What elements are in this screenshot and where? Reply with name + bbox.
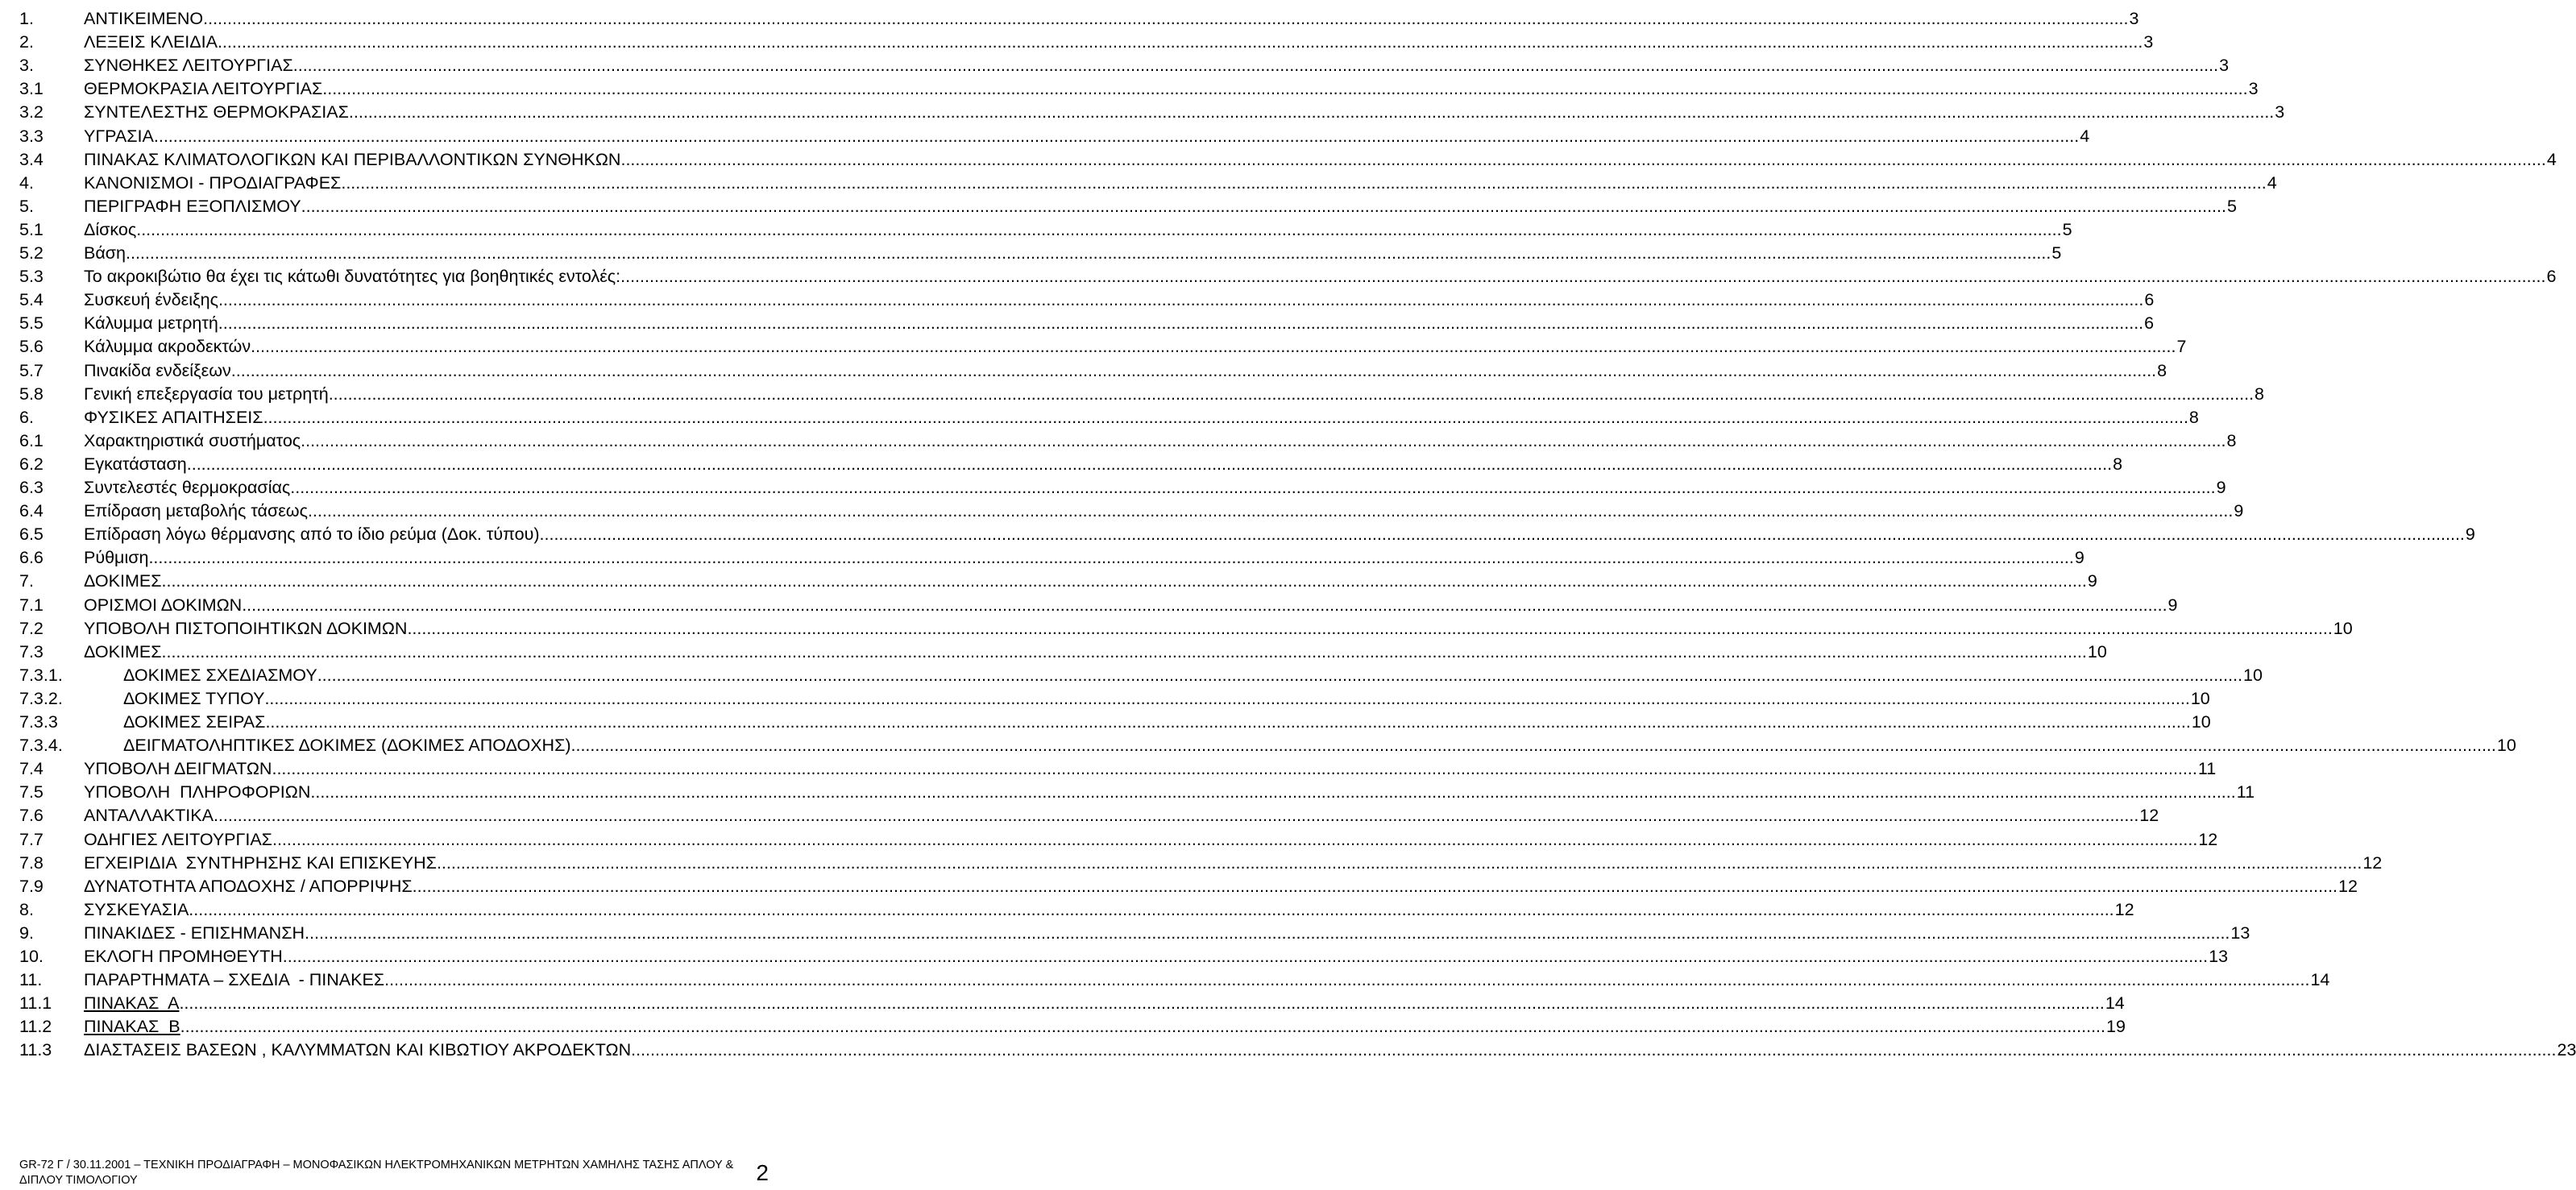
- toc-entry-number: 5.4: [19, 290, 44, 310]
- toc-dot-leader: ................................................................................................................................................................................................................................................................................................................................................................................................................: [348, 102, 2275, 122]
- toc-entry[interactable]: [0, 218, 2072, 242]
- toc-entry-title: ΕΚΛΟΓΗ ΠΡΟΜΗΘΕΥΤΗ: [84, 947, 283, 966]
- toc-entry-number: 6.3: [19, 478, 44, 497]
- toc-entry-title: ΟΔΗΓΙΕΣ ΛΕΙΤΟΥΡΓΙΑΣ: [84, 829, 272, 849]
- toc-entry[interactable]: [0, 711, 2211, 734]
- toc-dot-leader: ................................................................................................................................................................................................................................................................................................................................................................................................................: [161, 571, 2087, 591]
- toc-entry-page: 12: [2362, 852, 2383, 873]
- toc-dot-leader: ................................................................................................................................................................................................................................................................................................................................................................................................................: [161, 641, 2087, 661]
- toc-entry-number: 6.6: [19, 548, 44, 568]
- toc-entry-number: 5.2: [19, 243, 44, 263]
- toc-entry-title: Γενική επεξεργασία του μετρητή: [84, 384, 329, 404]
- toc-entry[interactable]: [0, 945, 2229, 968]
- toc-entry[interactable]: [0, 1039, 2576, 1062]
- toc-entry-title: ΛΕΞΕΙΣ ΚΛΕΙΔΙΑ: [84, 32, 218, 52]
- toc-dot-leader: ................................................................................................................................................................................................................................................................................................................................................................................................................: [412, 876, 2338, 896]
- toc-entry-number: 7.1: [19, 595, 44, 615]
- toc-entry[interactable]: [0, 195, 2237, 218]
- toc-entry[interactable]: [0, 852, 2383, 875]
- toc-entry-number: 7.9: [19, 876, 44, 896]
- toc-entry-page: 12: [2338, 876, 2358, 896]
- toc-entry[interactable]: [0, 641, 2107, 664]
- toc-dot-leader: ................................................................................................................................................................................................................................................................................................................................................................................................................: [620, 267, 2546, 287]
- toc-entry-title: ΔΟΚΙΜΕΣ: [84, 571, 162, 591]
- toc-entry[interactable]: [0, 312, 2155, 335]
- toc-entry-number: 5.1: [19, 219, 44, 239]
- toc-entry-title: ΦΥΣΙΚΕΣ ΑΠΑΙΤΗΣΕΙΣ: [84, 407, 263, 427]
- toc-entry-page: 11: [2197, 759, 2217, 779]
- toc-entry-title: Χαρακτηριστικά συστήματος: [84, 430, 301, 450]
- toc-entry-number: 11.2: [19, 1017, 52, 1037]
- toc-entry-page: 8: [2113, 454, 2123, 474]
- toc-entry-number: 11.: [19, 970, 43, 990]
- toc-entry-title: Κάλυμμα μετρητή: [84, 313, 218, 334]
- toc-entry-title: ΑΝΤΑΛΛΑΚΤΙΚΑ: [84, 806, 214, 826]
- toc-dot-leader: ................................................................................................................................................................................................................................................................................................................................................................................................................: [307, 501, 2234, 521]
- toc-entry-page: 6: [2144, 313, 2155, 334]
- toc-entry-page: 6: [2546, 267, 2557, 287]
- toc-dot-leader: ................................................................................................................................................................................................................................................................................................................................................................................................................: [301, 430, 2226, 450]
- toc-entry-title: ΠΑΡΑΡΤΗΜΑΤΑ – ΣΧΕΔΙΑ - ΠΙΝΑΚΕΣ: [84, 970, 385, 990]
- toc-entry[interactable]: [0, 617, 2353, 641]
- toc-entry[interactable]: [0, 523, 2475, 546]
- toc-dot-leader: ................................................................................................................................................................................................................................................................................................................................................................................................................: [620, 149, 2546, 169]
- toc-entry-title: ΠΕΡΙΓΡΑΦΗ ΕΞΟΠΛΙΣΜΟΥ: [84, 196, 301, 216]
- toc-entry-number: 5.6: [19, 337, 44, 357]
- toc-entry-number: 7.3.1.: [19, 665, 63, 685]
- toc-dot-leader: ................................................................................................................................................................................................................................................................................................................................................................................................................: [310, 782, 2236, 802]
- toc-entry-page: 10: [2191, 712, 2211, 732]
- toc-entry-title: Κάλυμμα ακροδεκτών: [84, 337, 251, 357]
- toc-entry-number: 6.4: [19, 501, 44, 521]
- toc-entry-number: 7.2: [19, 618, 44, 638]
- toc-entry-number: 5.3: [19, 267, 44, 287]
- toc-entry[interactable]: [0, 875, 2358, 898]
- toc-dot-leader: ................................................................................................................................................................................................................................................................................................................................................................................................................: [179, 993, 2105, 1014]
- toc-entry-number: 7.: [19, 571, 34, 591]
- toc-dot-leader: ................................................................................................................................................................................................................................................................................................................................................................................................................: [203, 9, 2129, 28]
- toc-entry-page: 10: [2333, 618, 2353, 638]
- toc-entry-page: 11: [2236, 782, 2255, 802]
- toc-entry-number: 7.8: [19, 852, 44, 873]
- toc-entry[interactable]: [0, 1015, 2126, 1039]
- toc-entry-page: 9: [2087, 571, 2097, 591]
- toc-entry-title: Το ακροκιβώτιο θα έχει τις κάτωθι δυνατότητες για βοηθητικές εντολές:: [84, 267, 621, 287]
- toc-entry-page: 23: [2557, 1040, 2576, 1060]
- toc-entry-title: ΑΝΤΙΚΕΙΜΕΝΟ: [84, 9, 204, 28]
- toc-entry-title: ΣΥΝΘΗΚΕΣ ΛΕΙΤΟΥΡΓΙΑΣ: [84, 56, 293, 76]
- toc-entry[interactable]: [0, 992, 2125, 1015]
- toc-entry-page: 5: [2051, 243, 2062, 263]
- toc-entry[interactable]: [0, 687, 2210, 711]
- toc-entry[interactable]: [0, 781, 2255, 804]
- toc-entry-title: ΥΠΟΒΟΛΗ ΔΕΙΓΜΑΤΩΝ: [84, 759, 272, 779]
- toc-dot-leader: ................................................................................................................................................................................................................................................................................................................................................................................................................: [186, 454, 2113, 474]
- toc-dot-leader: ................................................................................................................................................................................................................................................................................................................................................................................................................: [218, 290, 2144, 310]
- toc-entry-title: Εγκατάσταση: [84, 454, 187, 474]
- toc-entry-title: ΠΙΝΑΚΑΣ Α: [84, 993, 180, 1014]
- toc-entry-page: 12: [2139, 806, 2159, 826]
- toc-entry-page: 8: [2157, 360, 2167, 380]
- toc-entry-page: 9: [2167, 595, 2178, 615]
- toc-entry[interactable]: [0, 429, 2237, 453]
- toc-entry-title: ΘΕΡΜΟΚΡΑΣΙΑ ΛΕΙΤΟΥΡΓΙΑΣ: [84, 79, 323, 99]
- toc-entry-page: 10: [2496, 736, 2516, 756]
- toc-dot-leader: ................................................................................................................................................................................................................................................................................................................................................................................................................: [301, 196, 2226, 216]
- toc-entry-title: Βάση: [84, 243, 126, 263]
- toc-entry-page: 12: [2198, 829, 2218, 849]
- toc-dot-leader: ................................................................................................................................................................................................................................................................................................................................................................................................................: [272, 829, 2198, 849]
- toc-dot-leader: ................................................................................................................................................................................................................................................................................................................................................................................................................: [436, 852, 2362, 873]
- toc-entry-page: 5: [2226, 196, 2237, 216]
- toc-entry-title: Συσκευή ένδειξης: [84, 290, 218, 310]
- toc-entry-number: 2.: [19, 32, 34, 52]
- toc-entry-title: ΣΥΣΚΕΥΑΣΙΑ: [84, 899, 189, 919]
- toc-entry-title: ΔΟΚΙΜΕΣ ΤΥΠΟΥ: [123, 688, 265, 708]
- toc-entry[interactable]: [0, 828, 2218, 852]
- toc-entry[interactable]: [0, 77, 2259, 101]
- toc-dot-leader: ................................................................................................................................................................................................................................................................................................................................................................................................................: [263, 407, 2188, 427]
- toc-entry[interactable]: [0, 476, 2226, 500]
- toc-entry-number: 4.: [19, 172, 34, 193]
- toc-dot-leader: ................................................................................................................................................................................................................................................................................................................................................................................................................: [264, 688, 2190, 708]
- toc-entry-title: ΔΥΝΑΤΟΤΗΤΑ ΑΠΟΔΟΧΗΣ / ΑΠΟΡΡΙΨΗΣ: [84, 876, 413, 896]
- toc-entry-number: 1.: [19, 9, 34, 28]
- toc-entry-number: 7.3.3: [19, 712, 58, 732]
- toc-entry-page: 3: [2275, 102, 2285, 122]
- toc-entry[interactable]: [0, 664, 2263, 687]
- toc-entry-number: 7.6: [19, 806, 44, 826]
- toc-entry[interactable]: [0, 242, 2062, 265]
- toc-entry-page: 9: [2234, 501, 2244, 521]
- toc-entry-page: 6: [2144, 290, 2155, 310]
- toc-entry-number: 7.7: [19, 829, 44, 849]
- toc-entry-page: 5: [2062, 219, 2072, 239]
- toc-entry-title: ΕΓΧΕΙΡΙΔΙΑ ΣΥΝΤΗΡΗΣΗΣ ΚΑΙ ΕΠΙΣΚΕΥΗΣ: [84, 852, 437, 873]
- toc-entry-title: ΥΠΟΒΟΛΗ ΠΙΣΤΟΠΟΙΗΤΙΚΩΝ ΔΟΚΙΜΩΝ: [84, 618, 408, 638]
- toc-dot-leader: ................................................................................................................................................................................................................................................................................................................................................................................................................: [407, 618, 2333, 638]
- toc-entry[interactable]: [0, 54, 2230, 77]
- toc-entry-number: 3.1: [19, 79, 44, 99]
- toc-entry-page: 7: [2176, 337, 2187, 357]
- toc-entry-number: 3.2: [19, 102, 44, 122]
- toc-entry-page: 3: [2143, 32, 2154, 52]
- toc-entry-number: 10.: [19, 947, 44, 966]
- toc-dot-leader: ................................................................................................................................................................................................................................................................................................................................................................................................................: [265, 712, 2191, 732]
- toc-entry[interactable]: [0, 7, 2139, 31]
- toc-dot-leader: ................................................................................................................................................................................................................................................................................................................................................................................................................: [292, 56, 2219, 76]
- toc-dot-leader: ................................................................................................................................................................................................................................................................................................................................................................................................................: [282, 947, 2209, 966]
- toc-dot-leader: ................................................................................................................................................................................................................................................................................................................................................................................................................: [180, 1017, 2105, 1037]
- toc-dot-leader: ................................................................................................................................................................................................................................................................................................................................................................................................................: [218, 313, 2144, 334]
- footer-document-title: GR-72 Γ / 30.11.2001 – ΤΕΧΝΙΚΗ ΠΡΟΔΙΑΓΡΑΦΗ – ΜΟΝΟΦΑΣΙΚΩΝ ΗΛΕΚΤΡΟΜΗΧΑΝΙΚΩΝ ΜΕΤΡΗΤΩΝ ΧΑΜΗΛΗΣ ΤΑΣΗΣ ΑΠΛΟΥ & ΔΙΠΛΟΥ ΤΙΜΟΛΟΓΙΟΥ: [19, 1159, 734, 1187]
- toc-entry[interactable]: [0, 288, 2155, 312]
- toc-entry-number: 7.5: [19, 782, 44, 802]
- toc-entry[interactable]: [0, 570, 2097, 593]
- toc-entry-number: 11.3: [19, 1040, 52, 1060]
- toc-entry-number: 3.3: [19, 126, 44, 146]
- toc-entry-title: ΠΙΝΑΚΑΣ Β: [84, 1017, 180, 1037]
- toc-dot-leader: ................................................................................................................................................................................................................................................................................................................................................................................................................: [213, 806, 2139, 826]
- toc-entry[interactable]: [0, 757, 2217, 781]
- toc-dot-leader: ................................................................................................................................................................................................................................................................................................................................................................................................................: [539, 525, 2465, 545]
- toc-dot-leader: ................................................................................................................................................................................................................................................................................................................................................................................................................: [322, 79, 2248, 99]
- toc-dot-leader: ................................................................................................................................................................................................................................................................................................................................................................................................................: [317, 665, 2243, 685]
- toc-entry-title: Ρύθμιση: [84, 548, 149, 568]
- toc-entry-page: 3: [2248, 79, 2259, 99]
- toc-entry-number: 5.: [19, 196, 34, 216]
- toc-entry[interactable]: [0, 546, 2084, 570]
- toc-entry-page: 14: [2105, 993, 2125, 1014]
- toc-entry-title: Επίδραση λόγω θέρμανσης από το ίδιο ρεύμα (Δοκ. τύπου): [84, 525, 540, 545]
- toc-entry-page: 13: [2209, 947, 2229, 966]
- toc-dot-leader: ................................................................................................................................................................................................................................................................................................................................................................................................................: [251, 337, 2176, 357]
- toc-entry[interactable]: [0, 101, 2285, 124]
- toc-entry-number: 6.1: [19, 430, 44, 450]
- toc-entry-number: 5.7: [19, 360, 44, 380]
- toc-entry[interactable]: [0, 922, 2250, 945]
- toc-entry-title: ΥΠΟΒΟΛΗ ΠΛΗΡΟΦΟΡΙΩΝ: [84, 782, 311, 802]
- toc-entry-page: 4: [2546, 149, 2557, 169]
- toc-dot-leader: ................................................................................................................................................................................................................................................................................................................................................................................................................: [272, 759, 2197, 779]
- toc-entry-title: ΔΕΙΓΜΑΤΟΛΗΠΤΙΚΕΣ ΔΟΚΙΜΕΣ (ΔΟΚΙΜΕΣ ΑΠΟΔΟΧΗΣ): [123, 736, 571, 756]
- toc-entry-number: 8.: [19, 899, 34, 919]
- toc-entry-number: 11.1: [19, 993, 52, 1014]
- footer-page-number: 2: [756, 1160, 769, 1185]
- page-footer: [19, 1158, 769, 1190]
- toc-entry-number: 7.4: [19, 759, 44, 779]
- toc-dot-leader: ................................................................................................................................................................................................................................................................................................................................................................................................................: [217, 32, 2143, 52]
- toc-entry-title: ΔΟΚΙΜΕΣ ΣΕΙΡΑΣ: [123, 712, 266, 732]
- toc-entry-number: 3.4: [19, 149, 44, 169]
- toc-entry-title: ΔΟΚΙΜΕΣ ΣΧΕΔΙΑΣΜΟΥ: [123, 665, 317, 685]
- toc-entry-page: 8: [2255, 384, 2265, 404]
- toc-entry[interactable]: [0, 31, 2154, 54]
- toc-entry-page: 10: [2243, 665, 2263, 685]
- toc-entry-page: 12: [2114, 899, 2134, 919]
- toc-entry-page: 3: [2219, 56, 2230, 76]
- toc-entry-title: Επίδραση μεταβολής τάσεως: [84, 501, 308, 521]
- toc-dot-leader: ................................................................................................................................................................................................................................................................................................................................................................................................................: [189, 899, 2114, 919]
- toc-entry-number: 7.3.2.: [19, 688, 63, 708]
- toc-entry-number: 6.2: [19, 454, 44, 474]
- toc-entry[interactable]: [0, 804, 2159, 827]
- toc-dot-leader: ................................................................................................................................................................................................................................................................................................................................................................................................................: [290, 478, 2216, 497]
- toc-entry-title: Συντελεστές θερμοκρασίας: [84, 478, 291, 497]
- toc-entry-number: 9.: [19, 923, 34, 943]
- toc-dot-leader: ................................................................................................................................................................................................................................................................................................................................................................................................................: [341, 172, 2267, 193]
- toc-entry-title: ΠΙΝΑΚΑΣ ΚΛΙΜΑΤΟΛΟΓΙΚΩΝ ΚΑΙ ΠΕΡΙΒΑΛΛΟΝΤΙΚΩΝ ΣΥΝΘΗΚΩΝ: [84, 149, 621, 169]
- toc-entry[interactable]: [0, 898, 2134, 922]
- toc-entry-page: 9: [2216, 478, 2226, 497]
- toc-entry-page: 9: [2074, 548, 2084, 568]
- toc-entry-page: 3: [2129, 9, 2139, 28]
- toc-entry-title: Πινακίδα ενδείξεων: [84, 360, 231, 380]
- toc-entry[interactable]: [0, 383, 2265, 406]
- toc-entry-title: ΠΙΝΑΚΙΔΕΣ - ΕΠΙΣΗΜΑΝΣΗ: [84, 923, 305, 943]
- toc-entry-number: 6.: [19, 407, 34, 427]
- toc-dot-leader: ................................................................................................................................................................................................................................................................................................................................................................................................................: [153, 126, 2080, 146]
- toc-entry-page: 4: [2267, 172, 2277, 193]
- toc-entry-page: 13: [2230, 923, 2250, 943]
- toc-entry-page: 9: [2465, 525, 2475, 545]
- toc-entry-number: 3.: [19, 56, 34, 76]
- toc-dot-leader: ................................................................................................................................................................................................................................................................................................................................................................................................................: [384, 970, 2310, 990]
- toc-dot-leader: ................................................................................................................................................................................................................................................................................................................................................................................................................: [328, 384, 2255, 404]
- toc-entry-title: ΥΓΡΑΣΙΑ: [84, 126, 154, 146]
- toc-entry-page: 14: [2310, 970, 2330, 990]
- toc-dot-leader: ................................................................................................................................................................................................................................................................................................................................................................................................................: [230, 360, 2157, 380]
- toc-dot-leader: ................................................................................................................................................................................................................................................................................................................................................................................................................: [136, 219, 2062, 239]
- toc-entry-number: 7.3.4.: [19, 736, 63, 756]
- toc-entry-page: 10: [2087, 641, 2107, 661]
- toc-entry-title: ΟΡΙΣΜΟΙ ΔΟΚΙΜΩΝ: [84, 595, 243, 615]
- toc-entry-number: 5.5: [19, 313, 44, 334]
- toc-entry-page: 4: [2080, 126, 2090, 146]
- toc-entry-title: ΔΙΑΣΤΑΣΕΙΣ ΒΑΣΕΩΝ , ΚΑΛΥΜΜΑΤΩΝ ΚΑΙ ΚΙΒΩΤΙΟΥ ΑΚΡΟΔΕΚΤΩΝ: [84, 1040, 632, 1060]
- toc-dot-leader: ................................................................................................................................................................................................................................................................................................................................................................................................................: [242, 595, 2167, 615]
- toc-entry-page: 19: [2106, 1017, 2126, 1037]
- toc-entry[interactable]: [0, 172, 2277, 195]
- toc-dot-leader: ................................................................................................................................................................................................................................................................................................................................................................................................................: [305, 923, 2230, 943]
- toc-dot-leader: ................................................................................................................................................................................................................................................................................................................................................................................................................: [570, 736, 2496, 756]
- toc-entry-number: 6.5: [19, 525, 44, 545]
- toc-entry-title: ΔΟΚΙΜΕΣ: [84, 641, 162, 661]
- toc-entry[interactable]: [0, 148, 2557, 172]
- toc-entry-number: 7.3: [19, 641, 44, 661]
- toc-entry-title: Δίσκος: [84, 219, 137, 239]
- toc-entry[interactable]: [0, 734, 2516, 757]
- toc-entry-page: 10: [2190, 688, 2210, 708]
- toc-entry-title: ΚΑΝΟΝΙΣΜΟΙ - ΠΡΟΔΙΑΓΡΑΦΕΣ: [84, 172, 342, 193]
- toc-entry[interactable]: [0, 265, 2557, 288]
- toc-entry-page: 8: [2226, 430, 2237, 450]
- toc-entry[interactable]: [0, 968, 2330, 992]
- toc-entry-title: ΣΥΝΤΕΛΕΣΤΗΣ ΘΕΡΜΟΚΡΑΣΙΑΣ: [84, 102, 349, 122]
- toc-entry[interactable]: [0, 406, 2199, 429]
- toc-dot-leader: ................................................................................................................................................................................................................................................................................................................................................................................................................: [631, 1040, 2557, 1060]
- toc-entry[interactable]: [0, 335, 2187, 359]
- toc-entry[interactable]: [0, 125, 2090, 148]
- toc-entry-number: 5.8: [19, 384, 44, 404]
- toc-entry[interactable]: [0, 594, 2178, 617]
- toc-dot-leader: ................................................................................................................................................................................................................................................................................................................................................................................................................: [148, 548, 2074, 568]
- toc-entry-page: 8: [2188, 407, 2199, 427]
- toc-dot-leader: ................................................................................................................................................................................................................................................................................................................................................................................................................: [126, 243, 2051, 263]
- toc-entry[interactable]: [0, 453, 2123, 476]
- toc-entry[interactable]: [0, 500, 2244, 523]
- toc-entry[interactable]: [0, 359, 2167, 383]
